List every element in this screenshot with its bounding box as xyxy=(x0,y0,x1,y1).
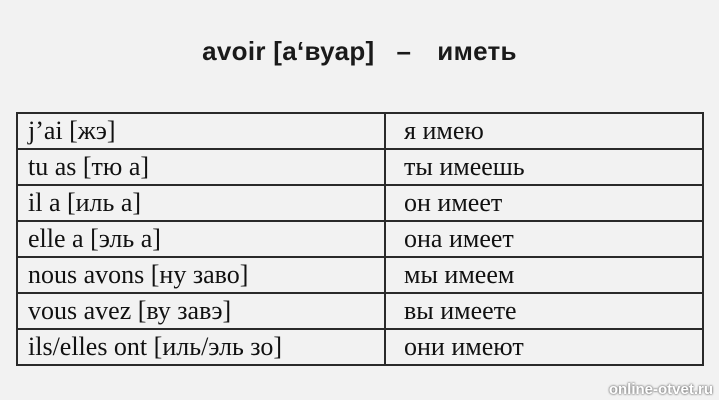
russian-translation-cell: она имеет xyxy=(385,221,703,257)
heading xyxy=(0,36,719,67)
heading-dash: – xyxy=(396,36,412,66)
table-row xyxy=(17,149,703,185)
russian-translation-cell: я имею xyxy=(385,113,703,149)
russian-translation-cell: мы имеем xyxy=(385,257,703,293)
french-form-cell: il a [иль а] xyxy=(17,185,385,221)
russian-translation-cell: он имеет xyxy=(385,185,703,221)
french-form-cell: nous avons [ну заво] xyxy=(17,257,385,293)
conjugation-table xyxy=(16,112,704,366)
french-form-cell: vous avez [ву завэ] xyxy=(17,293,385,329)
french-form-cell: tu as [тю а] xyxy=(17,149,385,185)
table-row xyxy=(17,185,703,221)
french-form-cell: ils/elles ont [иль/эль зо] xyxy=(17,329,385,365)
table-row xyxy=(17,113,703,149)
french-form-cell: elle a [эль а] xyxy=(17,221,385,257)
heading-translation: иметь xyxy=(437,36,517,66)
watermark: online-otvet.ru xyxy=(608,381,713,398)
russian-translation-cell: вы имеете xyxy=(385,293,703,329)
heading-verb: avoir [а‘вуар] xyxy=(202,36,375,66)
french-form-cell: j’ai [жэ] xyxy=(17,113,385,149)
table-row xyxy=(17,329,703,365)
russian-translation-cell: они имеют xyxy=(385,329,703,365)
table-row xyxy=(17,293,703,329)
russian-translation-cell: ты имеешь xyxy=(385,149,703,185)
table-row xyxy=(17,221,703,257)
table-row xyxy=(17,257,703,293)
